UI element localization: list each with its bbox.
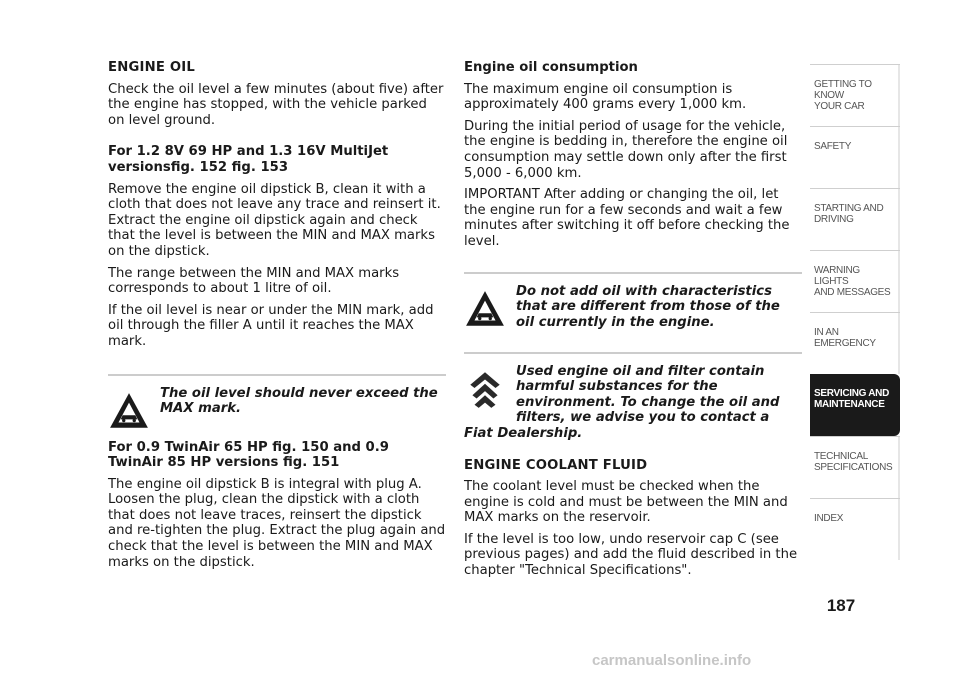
coolant-title: ENGINE COOLANT FLUID	[464, 457, 648, 473]
warning-text: The oil level should never exceed the MAX mark.	[160, 385, 438, 417]
warning-text: Do not add oil with characteristics that are different from those of the oil currently in the engine.	[516, 283, 780, 330]
engine-oil-title: ENGINE OIL	[108, 60, 195, 75]
paragraph: The engine oil dipstick B is integral with plug A. Loosen the plug, clean the dipstick with a cloth that does not leave traces, reinsert the dipstick and re-tighten the plug. Extract the plug again and check that the level is between the MIN and MAX marks on the dipstick.	[108, 476, 446, 570]
tab-warning-lights[interactable]: WARNING LIGHTS AND MESSAGES	[810, 250, 900, 312]
paragraph: Remove the engine oil dipstick B, clean it with a cloth that does not leave any trace and reinsert it. Extract the engine oil dipstick again and check that the level is between the MIN and MAX marks on the dipstick.	[108, 181, 441, 259]
paragraph: If the oil level is near or under the MIN mark, add oil through the filler A until it reaches the MAX mark.	[108, 302, 434, 349]
chapter-tabs	[810, 64, 900, 560]
tab-servicing-maintenance[interactable]: SERVICING AND MAINTENANCE	[810, 374, 900, 436]
left-column	[108, 60, 446, 576]
consumption-heading: Engine oil consumption	[464, 60, 638, 75]
car-warning-triangle-icon	[108, 390, 150, 432]
warning-box	[464, 272, 802, 332]
tab-safety[interactable]: SAFETY	[810, 126, 900, 188]
environment-chevron-icon	[464, 368, 506, 410]
paragraph: During the initial period of usage for the vehicle, the engine is bedding in, therefore the engine oil consumption may settle down only after the first 5,000 - 6,000 km.	[464, 118, 788, 181]
tab-getting-to-know[interactable]: GETTING TO KNOW YOUR CAR	[810, 64, 900, 126]
tab-starting-driving[interactable]: STARTING AND DRIVING	[810, 188, 900, 250]
multijet-heading: For 1.2 8V 69 HP and 1.3 16V MultiJet versionsfig. 152 fig. 153	[108, 144, 389, 175]
right-column	[464, 60, 802, 585]
paragraph: The coolant level must be checked when the engine is cold and must be between the MIN and MAX marks on the reservoir.	[464, 479, 788, 526]
car-warning-triangle-icon	[464, 288, 506, 330]
paragraph: The maximum engine oil consumption is approximately 400 grams every 1,000 km.	[464, 81, 747, 113]
important-note: IMPORTANT After adding or changing the oil, let the engine run for a few seconds and wait a few minutes after switching it off before checking the level.	[464, 187, 790, 249]
paragraph: The range between the MIN and MAX marks corresponds to about 1 litre of oil.	[108, 265, 400, 297]
twinair-heading: For 0.9 TwinAir 65 HP fig. 150 and 0.9 TwinAir 85 HP versions fig. 151	[108, 439, 389, 471]
environment-box	[464, 352, 802, 442]
page-number: 187	[826, 596, 856, 615]
tab-index[interactable]: INDEX	[810, 498, 900, 560]
tab-emergency[interactable]: IN AN EMERGENCY	[810, 312, 900, 374]
tab-technical-specifications[interactable]: TECHNICAL SPECIFICATIONS	[810, 436, 900, 498]
watermark: carmanualsonline.info	[592, 652, 752, 669]
warning-box	[108, 374, 446, 434]
paragraph: If the level is too low, undo reservoir cap C (see previous pages) and add the fluid described in the chapter "Technical Specifications".	[464, 531, 798, 579]
environment-text: Used engine oil and filter contain harmful substances for the environment. To change the oil and filters, we advise you to contact a Fiat Dealership.	[464, 363, 780, 441]
engine-oil-intro: Check the oil level a few minutes (about five) after the engine has stopped, with the vehicle parked on level ground.	[108, 81, 444, 128]
